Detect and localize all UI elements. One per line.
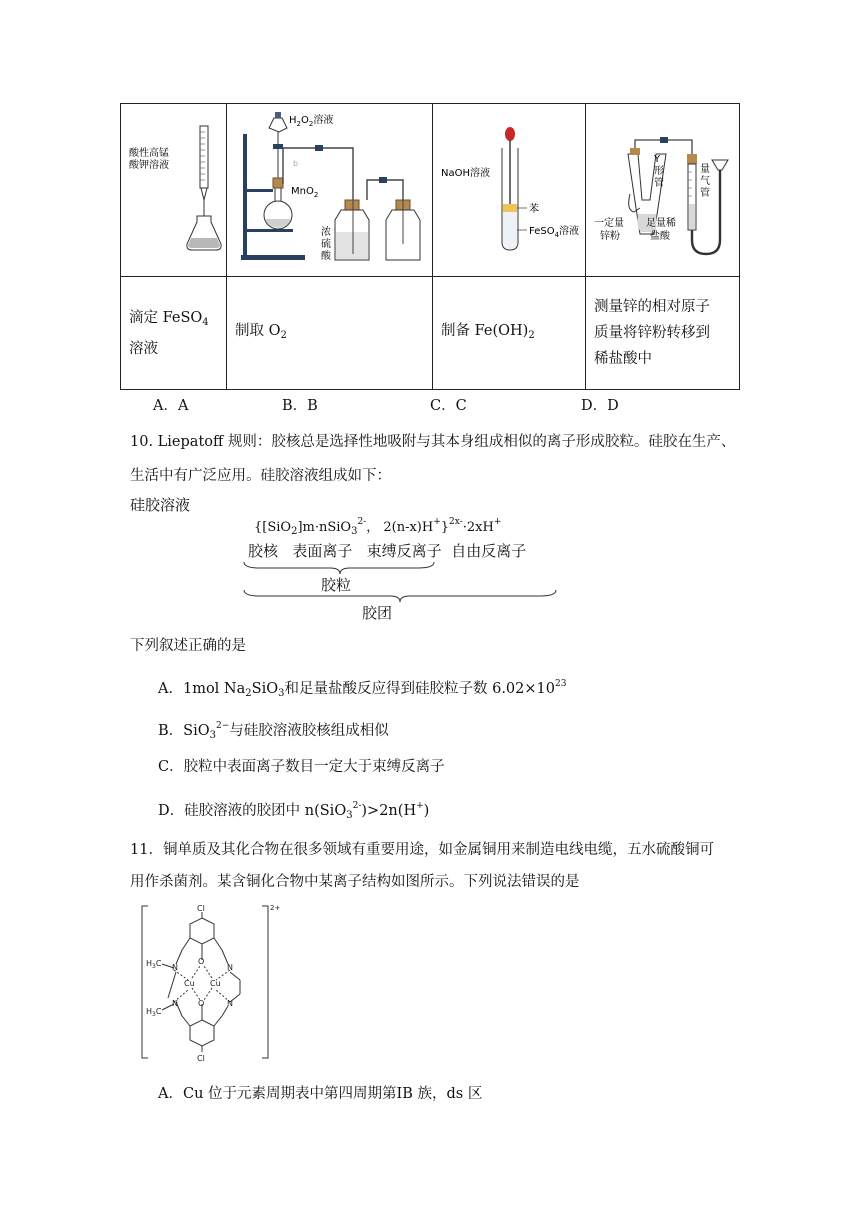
label-a: 滴定 FeSO$_4$ 溶液: [121, 277, 227, 390]
fig-b-acid-2: 硫: [321, 239, 331, 250]
figure-d-gas-measurement: [586, 104, 740, 277]
label-surface-ion: 表面离子: [292, 542, 353, 560]
o-top: O: [198, 957, 205, 966]
figure-title: 硅胶溶液: [130, 496, 191, 514]
q9-option-b[interactable]: B．B: [282, 398, 318, 414]
q10-stem-line-2: 生活中有广泛应用。硅胶溶液组成如下：: [130, 468, 391, 484]
fig-d-a2: 盐酸: [650, 231, 670, 242]
q11-stem-line-1: 11．铜单质及其化合物在很多领域有重要用途，如金属铜用来制造电线电缆，五水硫酸铜可: [130, 842, 714, 858]
q10-option-b[interactable]: B．SiO$_3^{2-}$与硅胶溶液胶核组成相似: [158, 721, 389, 741]
fig-d-y2: 形: [654, 166, 664, 177]
fig-b-mno2: MnO: [291, 186, 314, 197]
o-bottom: O: [198, 999, 205, 1008]
fig-d-m1: 量: [700, 164, 710, 175]
n-1: N: [172, 963, 178, 972]
micelle-brace: [240, 590, 560, 610]
fig-a-label-1: 酸性高锰: [129, 148, 169, 159]
figure-c-ferrous-hydroxide: [433, 104, 586, 277]
q11-stem-line-2: 用作杀菌剂。某含铜化合物中某离子结构如图所示。下列说法错误的是: [130, 874, 580, 890]
apparatus-table: [120, 103, 740, 390]
q10-option-d[interactable]: D．硅胶溶液的胶团中 n(SiO$_3^{2-}$)>2n(H+): [158, 801, 430, 821]
q9-option-a[interactable]: A．A: [153, 398, 189, 414]
q10-option-c[interactable]: C．胶粒中表面离子数目一定大于束缚反离子: [158, 759, 445, 775]
fig-d-a1: 足量稀: [646, 218, 676, 229]
fig-b-acid-3: 酸: [321, 251, 331, 262]
fig-c-naoh: NaOH溶液: [441, 168, 490, 179]
fig-d-y3: 管: [654, 178, 664, 189]
svg-text:MnO2: MnO$_2$: [291, 186, 319, 199]
q9-option-c[interactable]: C．C: [430, 398, 467, 414]
micelle-formula: {[SiO$_2$]m·nSiO$_3^{2-}$， 2(n-x)H+}$^{2x-}$·2xH+: [254, 517, 502, 537]
fig-d-z1: 一定量: [594, 218, 624, 229]
n-4: N: [227, 999, 233, 1008]
cu-left: Cu: [184, 979, 195, 988]
q10-question: 下列叙述正确的是: [130, 638, 246, 654]
fig-d-z2: 锌粉: [600, 231, 620, 242]
silica-sol-figure: [130, 494, 570, 622]
label-free-counterion: 自由反离子: [451, 542, 527, 560]
figure-b-oxygen-generation: [227, 104, 433, 277]
svg-text:H3C: $H_3C$: [146, 1007, 162, 1018]
svg-text:H2O2溶液: $H_2O_2$溶液: [289, 115, 334, 128]
fig-b-acid-1: 浓: [321, 227, 331, 238]
methyl-2: H: [146, 1007, 153, 1016]
label-core: 胶核: [248, 542, 279, 560]
methyl-1: H: [146, 959, 153, 968]
q10-stem-line-1: 10. Liepatoff 规则：胶核总是选择性地吸附与其本身组成相似的离子形成胶粒。硅胶在生产、: [130, 434, 736, 450]
n-3: N: [227, 963, 233, 972]
fig-d-m3: 管: [700, 188, 710, 199]
fig-d-y1: Y: [654, 154, 661, 165]
copper-complex-structure: [130, 902, 280, 1062]
label-particle: 胶粒: [321, 576, 352, 594]
fig-d-m2: 气: [700, 176, 710, 187]
fig-b-h: H: [289, 115, 297, 126]
n-2: N: [172, 999, 178, 1008]
q10-option-a[interactable]: A．1mol $Na_2SiO_3$和足量盐酸反应得到硅胶粒子数 $6.02\times 10^{23}$: [158, 679, 567, 699]
cl-bottom: Cl: [197, 1054, 205, 1062]
svg-text:H3C: $H_3C$: [146, 959, 162, 970]
svg-text:FeSO4溶液: FeSO$_4$溶液: [529, 226, 580, 239]
q9-option-d[interactable]: D．D: [581, 398, 619, 414]
fig-c-feso4: FeSO: [529, 226, 555, 237]
label-b: 制取 $O_2$: [227, 277, 433, 390]
fig-c-benzene: 苯: [529, 204, 539, 215]
label-c: 制备 $Fe(OH)_2$: [433, 277, 586, 390]
label-micelle: 胶团: [362, 604, 393, 622]
fig-b-mark: b: [293, 159, 299, 168]
label-bound-counterion: 束缚反离子: [366, 542, 442, 560]
figure-a-titration: [121, 104, 227, 277]
fig-a-label-2: 酸钾溶液: [129, 160, 169, 171]
cu-right: Cu: [210, 979, 221, 988]
label-d: 测量锌的相对原子 质量将锌粉转移到 稀盐酸中: [586, 277, 740, 390]
q11-option-a[interactable]: A．Cu 位于元素周期表中第四周期第ⅠB 族，ds 区: [158, 1086, 483, 1102]
ion-charge: 2+: [270, 904, 280, 912]
cl-top: Cl: [197, 904, 205, 913]
